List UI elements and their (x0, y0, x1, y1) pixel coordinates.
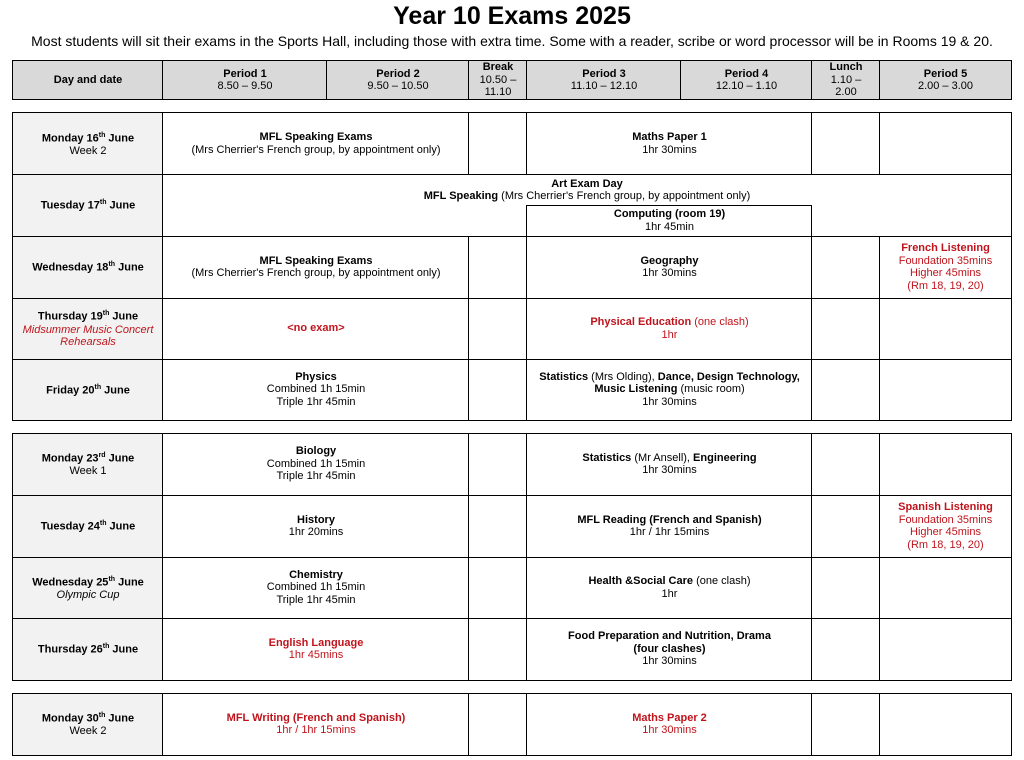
header-period-2-label: Period 2 (376, 67, 420, 80)
week-note: Week 2 (69, 144, 107, 157)
exam-detail: (Mrs Cherrier's French group, by appointment only) (191, 267, 441, 279)
day-fri20 (13, 359, 163, 420)
day-label: Thursday 26th June (37, 643, 139, 657)
exam-title: Food Preparation and Nutrition, Drama (568, 630, 771, 643)
exam-title: Chemistry (289, 568, 343, 581)
day-label: Tuesday 17th June (40, 199, 136, 213)
exam-title: Physics (295, 370, 337, 383)
header-lunch-label: Lunch (829, 61, 863, 74)
exam-duration: 1hr 30mins (642, 464, 697, 476)
exam-rooms: (Rm 18, 19, 20) (907, 279, 984, 292)
header-period-4-time: 12.10 – 1.10 (715, 80, 778, 92)
exam-duration: 1hr / 1hr 15mins (276, 724, 356, 736)
exam-title: Spanish Listening (898, 501, 993, 513)
exam-duration: Triple 1hr 45min (276, 593, 356, 606)
exam-cell (163, 557, 469, 618)
header-period-5 (880, 61, 1011, 99)
exam-duration: 1hr 30mins (642, 143, 697, 156)
exam-duration: 1hr 45mins (288, 649, 344, 661)
exam-title: MFL Speaking Exams (259, 254, 373, 267)
exam-cell (527, 693, 812, 755)
week-note: Week 1 (69, 465, 107, 478)
exam-cell (527, 433, 812, 495)
exam-cell (527, 557, 812, 618)
day-label: Tuesday 24th June (40, 520, 136, 534)
day-label: Monday 23rd June (41, 452, 135, 465)
exam-duration: 1hr 30mins (642, 267, 697, 279)
exam-title: English Language (268, 636, 364, 649)
exam-title: <no exam> (287, 322, 345, 335)
exam-title: Statistics (Mrs Olding), Dance, Design Technology, (539, 370, 800, 383)
event-note: Rehearsals (60, 336, 116, 349)
exam-title: MFL Speaking Exams (259, 131, 373, 143)
day-label: Monday 30th June (41, 712, 135, 725)
exam-duration: 1hr / 1hr 15mins (629, 526, 710, 538)
day-label: Thursday 19th June (37, 310, 139, 324)
event-note: Olympic Cup (56, 588, 120, 601)
exam-cell (163, 113, 469, 174)
exam-title: Physical Education (one clash) (590, 316, 749, 328)
exam-cell (163, 359, 469, 420)
day-mon16 (13, 113, 163, 174)
exam-cell (163, 433, 469, 495)
exam-title: History (297, 513, 335, 526)
exam-duration: 1hr (661, 587, 678, 600)
header-period-5-time: 2.00 – 3.00 (917, 80, 974, 92)
exam-duration: Foundation 35mins (898, 513, 993, 526)
header-period-1-time: 8.50 – 9.50 (217, 80, 273, 92)
exam-duration: 1hr 30mins (642, 395, 697, 408)
exam-title: Computing (room 19) (613, 208, 726, 220)
exam-duration: Combined 1h 15min (266, 383, 366, 396)
exam-duration: Combined 1h 15min (266, 581, 366, 594)
exam-cell (163, 298, 469, 359)
header-period-1-label: Period 1 (223, 67, 267, 80)
exam-cell (527, 298, 812, 359)
exam-duration: Higher 45mins (910, 267, 981, 279)
week-note: Week 2 (69, 725, 107, 738)
exam-duration: Triple 1hr 45min (276, 470, 356, 483)
day-tue17 (13, 174, 163, 236)
exam-title: French Listening (901, 242, 990, 254)
exam-cell (163, 175, 1011, 205)
header-lunch (812, 61, 880, 99)
exam-cell (163, 618, 469, 680)
exam-cell (527, 495, 812, 557)
exam-cell (527, 236, 812, 298)
exam-title: Art Exam Day (551, 177, 623, 190)
header-lunch-time-1: 1.10 – (830, 73, 862, 86)
header-period-3 (527, 61, 681, 99)
exam-detail: (four clashes) (633, 642, 706, 655)
exam-title: Health &Social Care (one clash) (588, 575, 751, 587)
exam-title: Maths Paper 2 (632, 711, 707, 724)
exam-duration: Combined 1h 15min (266, 457, 366, 470)
page-title: Year 10 Exams 2025 (393, 2, 631, 30)
header-period-3-label: Period 3 (582, 67, 626, 80)
header-period-2 (327, 61, 469, 99)
exam-title: Statistics (Mr Ansell), Engineering (582, 451, 757, 464)
header-period-2-time: 9.50 – 10.50 (367, 80, 429, 92)
exam-cell (880, 236, 1011, 298)
day-mon23 (13, 433, 163, 495)
exam-title: Maths Paper 1 (632, 131, 707, 143)
exam-cell (527, 618, 812, 680)
exam-title: Geography (640, 254, 699, 267)
exam-detail: (Mrs Cherrier's French group, by appointment only) (191, 143, 441, 156)
day-thu26 (13, 618, 163, 680)
exam-cell (527, 205, 812, 236)
header-break-time-2: 11.10 (484, 86, 512, 99)
exam-duration: 1hr 30mins (642, 655, 697, 668)
event-note: Midsummer Music Concert (22, 323, 154, 336)
exam-cell (163, 236, 469, 298)
exam-duration: 1hr 30mins (642, 724, 697, 736)
exam-cell (163, 693, 469, 755)
day-wed18 (13, 236, 163, 298)
header-period-5-label: Period 5 (923, 67, 968, 80)
header-break-time-1: 10.50 – (479, 73, 517, 86)
header-break-label: Break (482, 61, 514, 74)
header-day (13, 61, 163, 99)
header-period-4-label: Period 4 (724, 67, 769, 80)
exam-rooms: (Rm 18, 19, 20) (907, 538, 984, 551)
exam-duration: Triple 1hr 45min (276, 395, 356, 408)
exam-cell (880, 495, 1011, 557)
header-break (469, 61, 527, 99)
exam-detail: MFL Speaking (Mrs Cherrier's French group, by appointment only) (423, 190, 751, 202)
day-label: Monday 16th June (41, 131, 135, 145)
exam-cell (527, 113, 812, 174)
day-label: Wednesday 25th June (32, 575, 144, 589)
day-thu19 (13, 298, 163, 359)
exam-duration: 1hr 45min (645, 220, 694, 233)
exam-duration: 1hr (661, 328, 678, 341)
exam-title: MFL Writing (French and Spanish) (226, 711, 406, 724)
day-mon30 (13, 693, 163, 755)
exam-title: Biology (295, 445, 337, 458)
header-day-label: Day and date (53, 73, 123, 86)
day-wed25 (13, 557, 163, 618)
exam-duration: Higher 45mins (910, 526, 981, 538)
exam-duration: 1hr 20mins (288, 526, 344, 538)
header-period-3-time: 11.10 – 12.10 (570, 80, 638, 92)
header-period-1 (163, 61, 327, 99)
exam-title: Music Listening (music room) (594, 383, 745, 396)
exam-title: MFL Reading (French and Spanish) (577, 513, 762, 526)
exam-cell (163, 495, 469, 557)
header-period-4 (681, 61, 812, 99)
day-tue24 (13, 495, 163, 557)
page-subtitle: Most students will sit their exams in the Sports Hall, including those with extra time. Some with a reader, scribe or word processor will be in Rooms 19 & 20. (31, 33, 993, 49)
day-label: Wednesday 18th June (32, 261, 144, 275)
exam-cell (527, 359, 812, 420)
header-lunch-time-2: 2.00 (835, 86, 857, 99)
exam-duration: Foundation 35mins (898, 254, 993, 267)
day-label: Friday 20th June (46, 383, 130, 397)
